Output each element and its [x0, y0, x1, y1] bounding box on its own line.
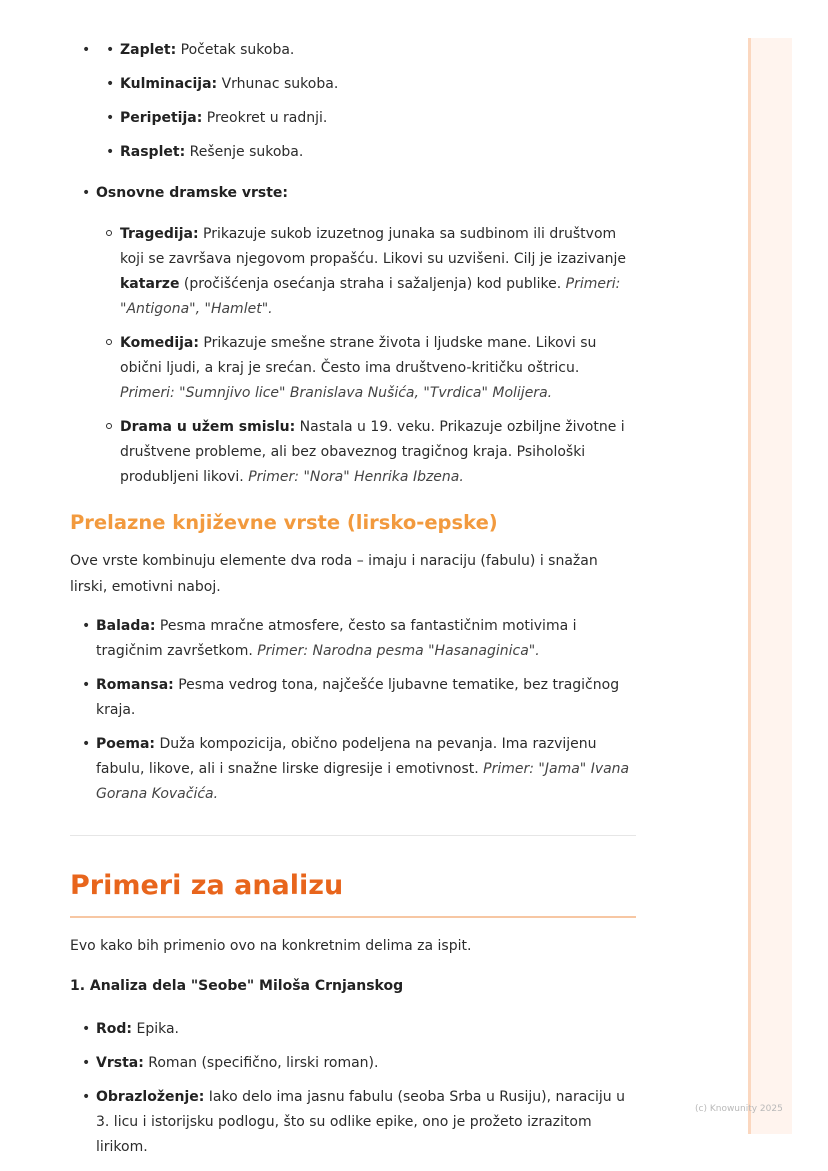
list-item: • Kulminacija: Vrhunac sukoba. — [106, 72, 636, 97]
section-divider — [70, 835, 636, 836]
list-item: • • Zaplet: Početak sukoba. — [106, 38, 636, 63]
drama-types-list — [82, 181, 636, 490]
section-heading-analysis: Primeri za analizu — [70, 870, 344, 901]
list-item-drama: Drama u užem smislu: Nastala u 19. veku. Prikazuje ozbiljne životne i društvene probleme, ali bez obaveznog tragičnog kraja. Psihološki produbljeni likovi. Primer: "Nora" Henrika Ibzena. — [108, 415, 636, 490]
drama-types-sublist — [108, 222, 636, 490]
transitional-intro: Ove vrste kombinuju elemente dva roda – imaju i naraciju (fabulu) i snažan lirski, emotivni naboj. — [70, 553, 598, 595]
list-item-structure — [82, 38, 636, 165]
document-body — [70, 38, 636, 1160]
list-item-rod: • Rod: Epika. — [82, 1017, 636, 1042]
main-list — [82, 38, 636, 165]
list-item: • Peripetija: Preokret u radnji. — [106, 106, 636, 131]
heading-underline — [70, 916, 636, 918]
list-item-vrsta: • Vrsta: Roman (specifično, lirski roman). — [82, 1051, 636, 1076]
page-side-margin — [748, 38, 792, 1134]
analysis-list — [82, 1017, 636, 1160]
list-item-obrazlozenje: • Obrazloženje: Iako delo ima jasnu fabulu (seoba Srba u Rusiju), naraciju u 3. licu i istorijsku podlogu, što su odlike epike, ono je prožeto izrazitom lirikom. — [82, 1085, 636, 1160]
list-item-tragedy: Tragedija: Prikazuje sukob izuzetnog junaka sa sudbinom ili društvom koji se završava njegovom propašću. Likovi su uzvišeni. Cilj je izazivanje katarze (pročišćenja osećanja straha i sažaljenja) kod publike. Primeri: "Antigona", "Hamlet". — [108, 222, 636, 322]
plot-structure-list — [106, 38, 636, 165]
copyright-footer: (c) Knowunity 2025 — [695, 1104, 783, 1114]
list-item: • Rasplet: Rešenje sukoba. — [106, 140, 636, 165]
list-item-romansa: • Romansa: Pesma vedrog tona, najčešće ljubavne tematike, bez tragičnog kraja. — [82, 673, 636, 723]
list-item-balada: • Balada: Pesma mračne atmosfere, često sa fantastičnim motivima i tragičnim završetkom. Primer: Narodna pesma "Hasanaginica". — [82, 614, 636, 664]
analysis-subheading: 1. Analiza dela "Seobe" Miloša Crnjanskog — [70, 978, 404, 994]
list-item-poema: • Poema: Duža kompozicija, obično podeljena na pevanja. Ima razvijenu fabulu, likove, ali i snažne lirske digresije i emotivnost. Primer: "Jama" Ivana Gorana Kovačića. — [82, 732, 636, 807]
list-item-drama-types — [82, 181, 636, 490]
transitional-list — [82, 614, 636, 807]
drama-types-heading: Osnovne dramske vrste: — [96, 185, 289, 201]
list-item-comedy: Komedija: Prikazuje smešne strane života i ljudske mane. Likovi su obični ljudi, a kraj je srećan. Često ima društveno-kritičku oštricu. Primeri: "Sumnjivo lice" Branislava Nušića, "Tvrdica" Molijera. — [108, 331, 636, 406]
analysis-intro: Evo kako bih primenio ovo na konkretnim delima za ispit. — [70, 938, 472, 954]
section-heading-transitional: Prelazne književne vrste (lirsko-epske) — [70, 511, 498, 534]
